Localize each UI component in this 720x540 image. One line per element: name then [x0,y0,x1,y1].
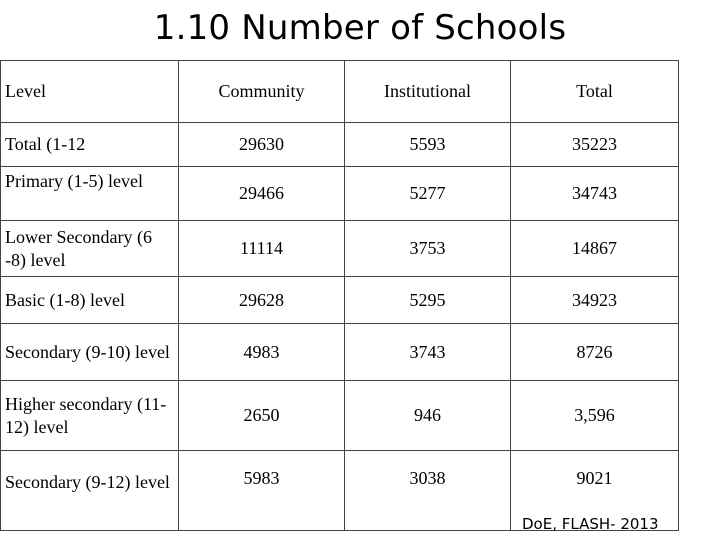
institutional-cell: 3753 [345,221,511,277]
table-row [1,167,679,221]
total-cell: 34743 [511,167,679,221]
header-level: Level [1,61,179,123]
header-institutional: Institutional [345,61,511,123]
table-row [1,277,679,324]
institutional-cell: 5593 [345,123,511,167]
slide-title: 1.10 Number of Schools [153,8,567,48]
level-cell: Total (1-12 [1,123,179,167]
schools-table [0,60,679,531]
community-cell: 5983 [243,468,280,488]
institutional-cell: 3038 [409,468,446,488]
institutional-cell: 3743 [345,324,511,381]
community-cell: 2650 [179,381,345,451]
table-row [1,324,679,381]
total-cell: 34923 [511,277,679,324]
level-cell: Primary (1-5) level [5,171,143,191]
level-cell: Secondary (9-12) level [5,472,170,492]
total-cell: 3,596 [511,381,679,451]
level-cell: Secondary (9-10) level [1,324,179,381]
table-row [1,221,679,277]
total-cell: 14867 [511,221,679,277]
table-row [1,123,679,167]
total-cell: 9021 [576,468,613,488]
level-cell: Higher secondary (11-12) level [1,381,179,451]
community-cell: 11114 [179,221,345,277]
institutional-cell: 5277 [345,167,511,221]
community-cell: 4983 [179,324,345,381]
total-cell: 35223 [511,123,679,167]
community-cell: 29466 [179,167,345,221]
community-cell: 29628 [179,277,345,324]
header-row [1,61,679,123]
header-community: Community [179,61,345,123]
table-row [1,381,679,451]
institutional-cell: 946 [345,381,511,451]
level-cell: Basic (1-8) level [1,277,179,324]
community-cell: 29630 [179,123,345,167]
total-cell: 8726 [511,324,679,381]
header-total: Total [511,61,679,123]
source-note: DoE, FLASH- 2013 [522,515,659,533]
institutional-cell: 5295 [345,277,511,324]
level-cell: Lower Secondary (6 -8) level [1,221,179,277]
